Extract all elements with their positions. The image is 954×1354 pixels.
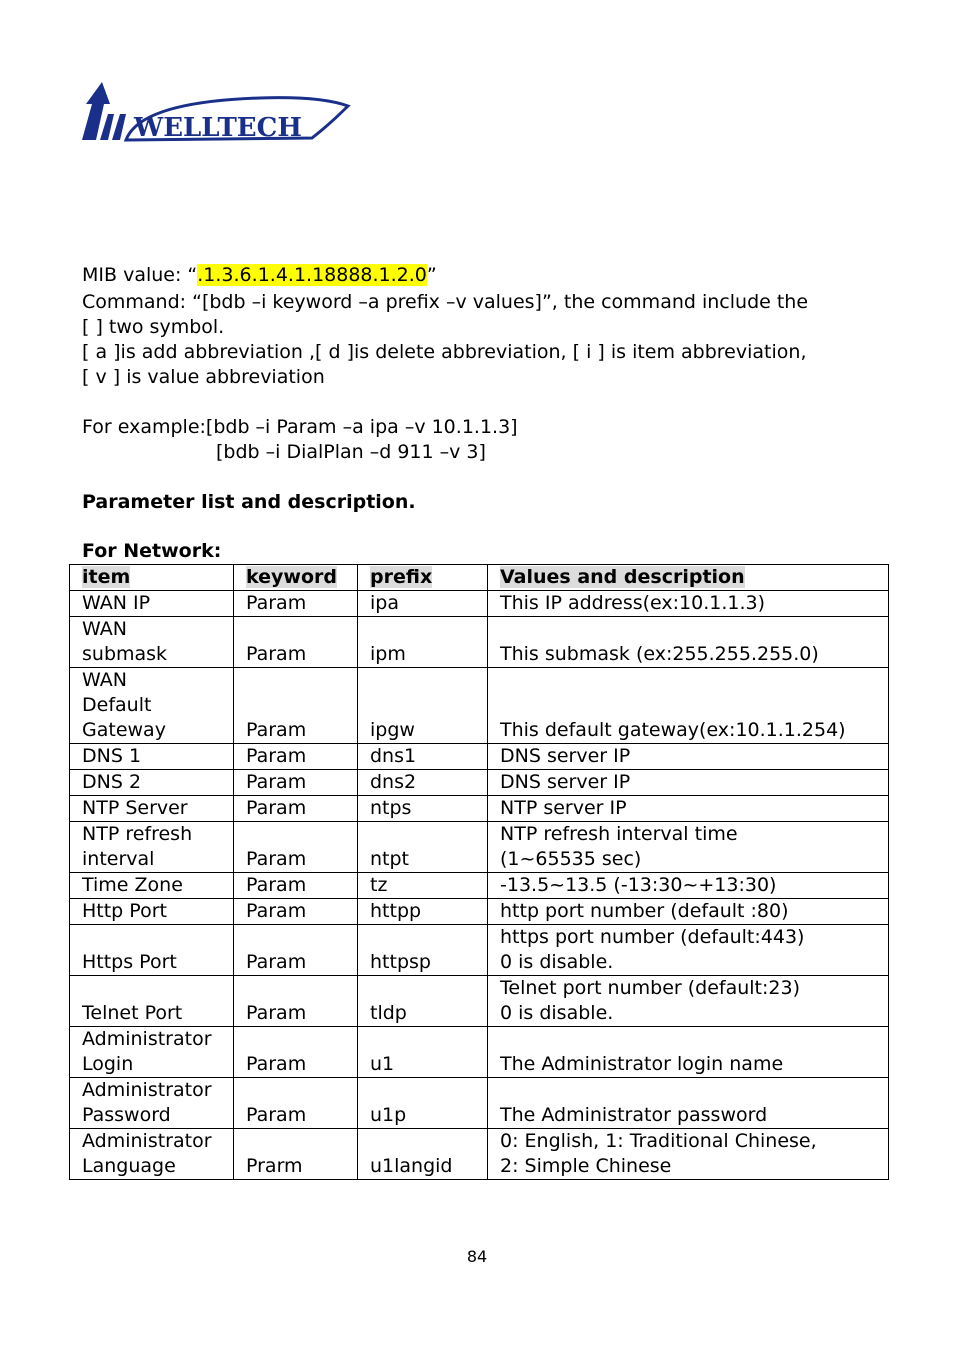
description-cell: 0: English, 1: Traditional Chinese, 2: Simple Chinese xyxy=(488,1129,889,1180)
prefix-cell: httpp xyxy=(358,899,488,925)
description-cell: This default gateway(ex:10.1.1.254) xyxy=(488,668,889,744)
mib-value: .1.3.6.1.4.1.18888.1.2.0 xyxy=(197,264,427,286)
keyword-cell: Param xyxy=(234,744,358,770)
prefix-cell: u1 xyxy=(358,1027,488,1078)
keyword-cell: Param xyxy=(234,899,358,925)
subsection-title: For Network: xyxy=(82,540,222,562)
table-row xyxy=(70,796,889,822)
page-number: 84 xyxy=(466,1247,488,1266)
table-header-row xyxy=(70,565,889,591)
example-line-1: For example:[bdb –i Param –a ipa –v 10.1.1.3] xyxy=(82,416,518,438)
welltech-logo-graphic xyxy=(80,80,352,146)
item-cell: Administrator Language xyxy=(70,1129,234,1180)
table-row xyxy=(70,925,889,976)
prefix-cell: dns2 xyxy=(358,770,488,796)
table-row xyxy=(70,976,889,1027)
prefix-cell: httpsp xyxy=(358,925,488,976)
network-parameter-table xyxy=(69,564,889,1180)
keyword-cell: Param xyxy=(234,822,358,873)
header-item: item xyxy=(70,565,234,591)
item-cell: WAN IP xyxy=(70,591,234,617)
table-row xyxy=(70,873,889,899)
keyword-cell: Param xyxy=(234,770,358,796)
table-row xyxy=(70,1078,889,1129)
header-keyword: keyword xyxy=(234,565,358,591)
example-line-2: [bdb –i DialPlan –d 911 –v 3] xyxy=(216,441,486,463)
item-cell: WAN submask xyxy=(70,617,234,668)
keyword-cell: Param xyxy=(234,617,358,668)
table-row xyxy=(70,591,889,617)
table-row xyxy=(70,899,889,925)
keyword-cell: Param xyxy=(234,796,358,822)
section-title: Parameter list and description. xyxy=(82,491,416,513)
keyword-cell: Param xyxy=(234,591,358,617)
table-row xyxy=(70,1129,889,1180)
item-cell: DNS 2 xyxy=(70,770,234,796)
item-cell: Time Zone xyxy=(70,873,234,899)
description-cell: This submask (ex:255.255.255.0) xyxy=(488,617,889,668)
mib-close-quote: ” xyxy=(426,264,437,286)
mib-label: MIB value: “ xyxy=(82,264,198,286)
item-cell: NTP refresh interval xyxy=(70,822,234,873)
command-line-1: Command: “[bdb –i keyword –a prefix –v values]”, the command include the xyxy=(82,291,809,313)
description-cell: The Administrator password xyxy=(488,1078,889,1129)
prefix-cell: ntps xyxy=(358,796,488,822)
command-line-2: [ ] two symbol. xyxy=(82,316,225,338)
table-row xyxy=(70,1027,889,1078)
prefix-cell: ipgw xyxy=(358,668,488,744)
table-row xyxy=(70,770,889,796)
description-cell: DNS server IP xyxy=(488,770,889,796)
command-line-3: [ a ]is add abbreviation ,[ d ]is delete abbreviation, [ i ] is item abbreviation, xyxy=(82,341,807,363)
keyword-cell: Prarm xyxy=(234,1129,358,1180)
table-row xyxy=(70,822,889,873)
item-cell: Telnet Port xyxy=(70,976,234,1027)
table-row xyxy=(70,744,889,770)
keyword-cell: Param xyxy=(234,925,358,976)
prefix-cell: dns1 xyxy=(358,744,488,770)
item-cell: WAN Default Gateway xyxy=(70,668,234,744)
command-line-4: [ v ] is value abbreviation xyxy=(82,366,325,388)
description-cell: NTP refresh interval time (1~65535 sec) xyxy=(488,822,889,873)
description-cell: Telnet port number (default:23) 0 is disable. xyxy=(488,976,889,1027)
keyword-cell: Param xyxy=(234,1027,358,1078)
item-cell: DNS 1 xyxy=(70,744,234,770)
logo-wordmark: WELLTECH xyxy=(134,113,302,143)
prefix-cell: ipm xyxy=(358,617,488,668)
item-cell: Http Port xyxy=(70,899,234,925)
keyword-cell: Param xyxy=(234,1078,358,1129)
header-prefix: prefix xyxy=(358,565,488,591)
description-cell: http port number (default :80) xyxy=(488,899,889,925)
prefix-cell: u1p xyxy=(358,1078,488,1129)
keyword-cell: Param xyxy=(234,668,358,744)
header-values: Values and description xyxy=(488,565,889,591)
description-cell: DNS server IP xyxy=(488,744,889,770)
table-row xyxy=(70,668,889,744)
keyword-cell: Param xyxy=(234,873,358,899)
prefix-cell: ipa xyxy=(358,591,488,617)
description-cell: The Administrator login name xyxy=(488,1027,889,1078)
mib-value-line xyxy=(82,263,437,288)
item-cell: Administrator Password xyxy=(70,1078,234,1129)
keyword-cell: Param xyxy=(234,976,358,1027)
prefix-cell: ntpt xyxy=(358,822,488,873)
item-cell: Https Port xyxy=(70,925,234,976)
table-row xyxy=(70,617,889,668)
item-cell: Administrator Login xyxy=(70,1027,234,1078)
welltech-logo xyxy=(80,80,352,146)
prefix-cell: tldp xyxy=(358,976,488,1027)
description-cell: https port number (default:443) 0 is disable. xyxy=(488,925,889,976)
description-cell: NTP server IP xyxy=(488,796,889,822)
prefix-cell: u1langid xyxy=(358,1129,488,1180)
description-cell: -13.5~13.5 (-13:30~+13:30) xyxy=(488,873,889,899)
item-cell: NTP Server xyxy=(70,796,234,822)
description-cell: This IP address(ex:10.1.1.3) xyxy=(488,591,889,617)
prefix-cell: tz xyxy=(358,873,488,899)
